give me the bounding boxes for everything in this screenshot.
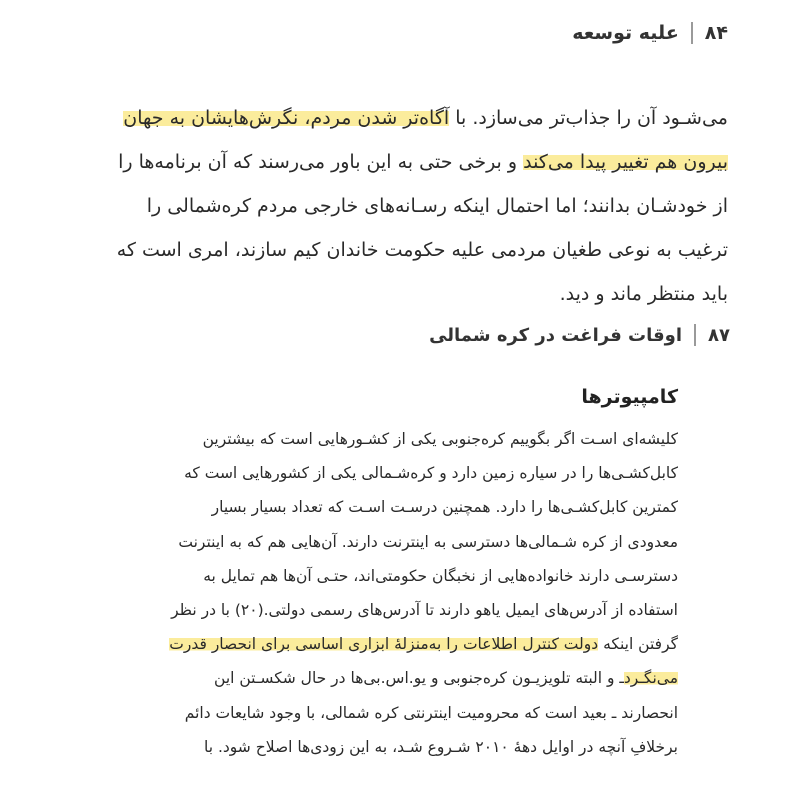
text-line (68, 96, 728, 140)
text-line (116, 730, 678, 764)
line-text: ترغیب به نوعی طغیان مردمی علیه حکومت خاندان کیم سازند، امری است که (116, 239, 728, 261)
line-text: کابل‌کشـی‌ها را در سیاره زمین دارد و کره‌شـمالی یکی از کشورهایی است که (184, 464, 678, 483)
line-text: معدودی از کره شـمالی‌ها دسترسی به اینترنت دارند. آن‌هایی هم که به اینترنت (178, 532, 678, 551)
section-header-divider (694, 324, 696, 346)
line-text: برخلافِ آنچه در اوایل دههٔ ۲۰۱۰ شـروع شـد، به این زودی‌ها اصلاح شود. با (203, 737, 678, 756)
header-divider (691, 22, 693, 44)
text-line (116, 525, 678, 559)
excerpt-paragraph-1 (68, 96, 728, 316)
text-line (68, 272, 728, 316)
text-line (116, 627, 678, 661)
line-text: استفاده از آدرس‌های ایمیل یاهو دارند تا آدرس‌های رسمی دولتی.(۲۰) با در نظر (171, 601, 678, 620)
text-line (68, 140, 728, 184)
text-line (116, 696, 678, 730)
text-line (116, 593, 678, 627)
text-line (116, 456, 678, 490)
line-text: انحصارند ـ بعید است که محرومیت اینترنتی کره شمالی، با وجود شایعات دائم (184, 703, 678, 722)
line-text: می‌شـود آن را جذاب‌تر می‌سازد. با (449, 107, 728, 129)
line-text: ـ و البته تلویزیـون کره‌جنوبی و یو.اس.بی‌ها در حال شکسـتن این (214, 669, 624, 688)
line-text: از خودشـان بدانند؛ اما احتمال اینکه رسـانه‌های خارجی مردم کره‌شمالی را (146, 195, 728, 217)
line-text: دسترسـی دارند خانواده‌هایی از نخبگان حکومتی‌اند، حتـی آن‌ها هم تمایل به (203, 566, 678, 585)
section-title: اوقات فراغت در کره شمالی (429, 324, 683, 346)
section-header (429, 324, 730, 346)
text-line (68, 184, 728, 228)
section-page-number: ۸۷ (708, 324, 730, 346)
page-number: ۸۴ (704, 22, 728, 44)
highlighted-text: آگاه‌تر شدن مردم، نگرش‌هایشان به جهان (123, 107, 450, 129)
subheading: کامپیوترها (581, 386, 678, 408)
line-text: کلیشه‌ای اسـت اگر بگوییم کره‌جنوبی یکی از کشـورهایی است که بیشترین (202, 430, 678, 448)
text-line (116, 422, 678, 456)
line-text: گرفتن اینکه (598, 635, 678, 654)
line-text: باید منتظر ماند و دید. (559, 283, 728, 305)
excerpt-paragraph-2 (116, 422, 678, 764)
highlighted-text: بیرون هم تغییر پیدا می‌کند (523, 151, 728, 173)
line-text: کمترین کابل‌کشـی‌ها را دارد. همچنین درسـت اسـت که تعداد بسیار بسیار (211, 498, 678, 517)
highlighted-text: می‌نگـرد (623, 669, 678, 688)
text-line (68, 228, 728, 272)
text-line (116, 559, 678, 593)
highlighted-text: دولت کنترل اطلاعات را به‌منزلهٔ ابزاری اساسی برای انحصار قدرت (169, 635, 599, 654)
text-line (116, 490, 678, 524)
chapter-title: علیه توسعه (572, 22, 679, 44)
running-header (572, 22, 728, 44)
line-text: و برخی حتی به این باور می‌رسند که آن برنامه‌ها را (118, 151, 524, 173)
text-line (116, 661, 678, 695)
